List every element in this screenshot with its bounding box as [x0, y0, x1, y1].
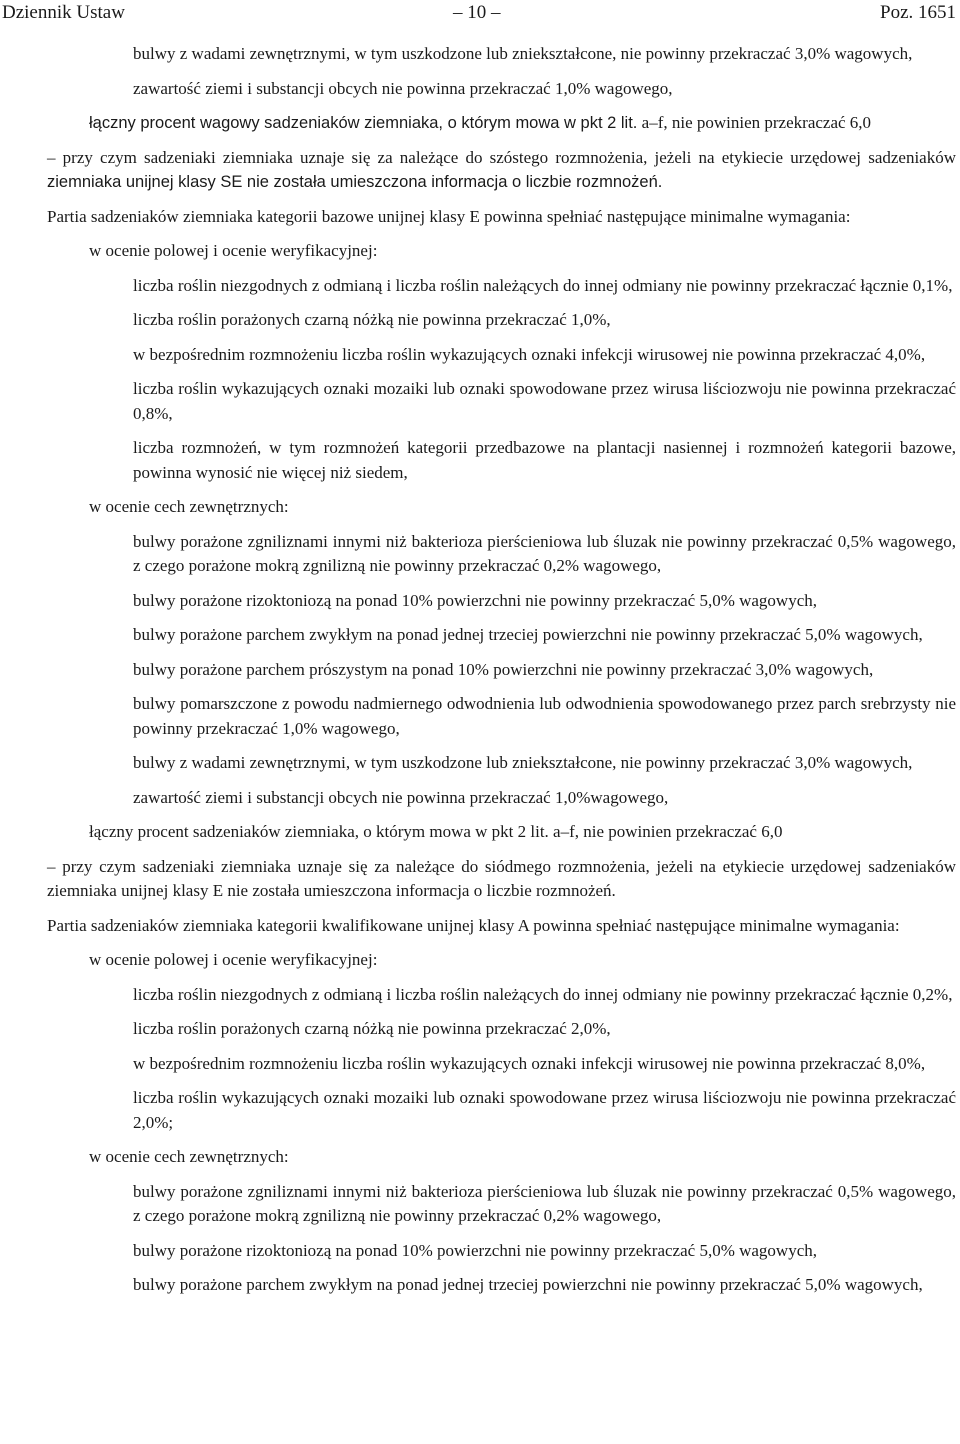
- lettered-item: [0, 983, 956, 1008]
- lettered-item: [0, 1017, 956, 1042]
- page-header: [0, 0, 960, 26]
- position-number: Poz. 1651: [880, 2, 956, 23]
- lettered-item: [0, 1086, 956, 1135]
- numbered-point: [0, 948, 956, 973]
- item-text: bulwy z wadami zewnętrznymi, w tym uszkodzone lub zniekształcone, nie powinny przekraczać 3,0% wagowych,: [133, 44, 913, 63]
- item-text: w ocenie cech zewnętrznych:: [89, 1147, 289, 1166]
- item-text: zawartość ziemi i substancji obcych nie powinna przekraczać 1,0% wagowego,: [133, 78, 673, 98]
- item-text: w ocenie polowej i ocenie weryfikacyjnej:: [89, 241, 378, 260]
- item-text: liczba roślin niezgodnych z odmianą i liczba roślin należących do innej odmiany nie powinny przekraczać łącznie 0,1%,: [133, 275, 953, 295]
- numbered-point: [0, 495, 956, 520]
- item-text: bulwy porażone parchem zwykłym na ponad jednej trzeciej powierzchni nie powinny przekraczać 5,0% wagowych,: [133, 625, 923, 644]
- lettered-item: [0, 1180, 956, 1229]
- lettered-item: [0, 274, 956, 299]
- lettered-item: [0, 786, 956, 811]
- item-text: liczba rozmnożeń, w tym rozmnożeń kategorii przedbazowe na plantacji nasiennej i rozmnożeń kategorii bazowe, powinna wynosić nie więcej niż siedem,: [133, 438, 956, 482]
- journal-title: Dziennik Ustaw: [2, 2, 125, 23]
- lettered-item: [0, 530, 956, 579]
- item-text: bulwy porażone rizoktoniozą na ponad 10% powierzchni nie powinny przekraczać 5,0% wagowych,: [133, 590, 818, 610]
- item-text: bulwy porażone parchem prószystym na ponad 10% powierzchni nie powinny przekraczać 3,0% wagowych,: [133, 659, 874, 679]
- item-text: liczba roślin wykazujących oznaki mozaiki lub oznaki spowodowane przez wirusa liściozwoju nie powinna przekraczać 0,8%,: [133, 379, 956, 423]
- lettered-item: [0, 1052, 956, 1077]
- item-text: liczba roślin porażonych czarną nóżką nie powinna przekraczać 1,0%,: [133, 310, 611, 329]
- item-text: bulwy porażone zgniliznami innymi niż bakterioza pierścieniowa lub śluzak nie powinny przekraczać 0,5% wagowego, z czego porażone mokrą zgnilizną nie powinny przekraczać 0,2% wagowego,: [133, 1181, 956, 1225]
- item-text: a–f, nie powinien przekraczać 6,0: [637, 113, 872, 132]
- lettered-item: [0, 1239, 956, 1264]
- lettered-item: [0, 436, 956, 485]
- item-text: Partia sadzeniaków ziemniaka kategorii bazowe unijnej klasy E powinna spełniać następujące minimalne wymagania:: [47, 206, 851, 226]
- item-text: w bezpośrednim rozmnożeniu liczba roślin wykazujących oznaki infekcji wirusowej nie powinna przekraczać 4,0%,: [133, 344, 926, 364]
- numbered-point: [0, 111, 956, 136]
- paragraph-text: – przy czym sadzeniaki ziemniaka uznaje się za należące do szóstego rozmnożenia, jeżeli na etykiecie urzędowej sadzeniaków: [47, 147, 956, 167]
- numbered-point: [0, 1145, 956, 1170]
- item-text: liczba roślin wykazujących oznaki mozaiki lub oznaki spowodowane przez wirusa liściozwoju nie powinna przekraczać 2,0%;: [133, 1088, 956, 1132]
- item-text: w ocenie cech zewnętrznych:: [89, 497, 289, 516]
- lettered-item: [0, 343, 956, 368]
- item-text: w bezpośrednim rozmnożeniu liczba roślin wykazujących oznaki infekcji wirusowej nie powinna przekraczać 8,0%,: [133, 1053, 926, 1073]
- lettered-item: [0, 589, 956, 614]
- section-paragraph: [0, 914, 956, 939]
- lettered-item: [0, 377, 956, 426]
- document-body: [0, 42, 960, 1308]
- item-text: bulwy porażone rizoktoniozą na ponad 10% powierzchni nie powinny przekraczać 5,0% wagowych,: [133, 1240, 818, 1260]
- numbered-point: [0, 820, 956, 845]
- item-text: zawartość ziemi i substancji obcych nie powinna przekraczać 1,0%wagowego,: [133, 787, 669, 807]
- item-text: w ocenie polowej i ocenie weryfikacyjnej:: [89, 950, 378, 969]
- closing-paragraph: – przy czym sadzeniaki ziemniaka uznaje się za należące do siódmego rozmnożenia, jeżeli na etykiecie urzędowej sadzeniaków ziemniaka unijnej klasy E nie została umieszczona informacja o liczbie rozmnożeń.: [47, 856, 956, 900]
- item-text: Partia sadzeniaków ziemniaka kategorii kwalifikowane unijnej klasy A powinna spełniać następujące minimalne wymagania:: [47, 915, 900, 935]
- lettered-item: [0, 42, 956, 67]
- item-text: bulwy porażone zgniliznami innymi niż bakterioza pierścieniowa lub śluzak nie powinny przekraczać 0,5% wagowego, z czego porażone mokrą zgnilizną nie powinny przekraczać 0,2% wagowego,: [133, 531, 956, 575]
- closing-paragraph: [0, 146, 956, 195]
- item-text: bulwy z wadami zewnętrznymi, w tym uszkodzone lub zniekształcone, nie powinny przekraczać 3,0% wagowych,: [133, 753, 913, 772]
- item-text: łączny procent sadzeniaków ziemniaka, o którym mowa w pkt 2 lit. a–f, nie powinien przekraczać 6,0: [89, 822, 783, 841]
- paragraph-text-sans: ziemniaka unijnej klasy SE nie została umieszczona informacja o liczbie rozmnożeń.: [47, 173, 663, 191]
- page-number: – 10 –: [453, 2, 501, 23]
- item-text: bulwy pomarszczone z powodu nadmiernego odwodnienia lub odwodnienia spowodowanego przez parch srebrzysty nie powinny przekraczać 1,0% wagowego,: [133, 694, 956, 738]
- lettered-item: [0, 623, 956, 648]
- item-text: liczba roślin niezgodnych z odmianą i liczba roślin należących do innej odmiany nie powinny przekraczać łącznie 0,2%,: [133, 984, 953, 1004]
- numbered-point: [0, 239, 956, 264]
- lettered-item: [0, 308, 956, 333]
- lettered-item: [0, 77, 956, 102]
- lettered-item: [0, 658, 956, 683]
- item-text-sans: łączny procent wagowy sadzeniaków ziemniaka, o którym mowa w pkt 2 lit.: [89, 114, 638, 132]
- item-text: bulwy porażone parchem zwykłym na ponad jednej trzeciej powierzchni nie powinny przekraczać 5,0% wagowych,: [133, 1275, 923, 1294]
- lettered-item: [0, 751, 956, 776]
- item-text: liczba roślin porażonych czarną nóżką nie powinna przekraczać 2,0%,: [133, 1019, 611, 1038]
- section-paragraph: [0, 205, 956, 230]
- lettered-item: [0, 1273, 956, 1298]
- lettered-item: [0, 692, 956, 741]
